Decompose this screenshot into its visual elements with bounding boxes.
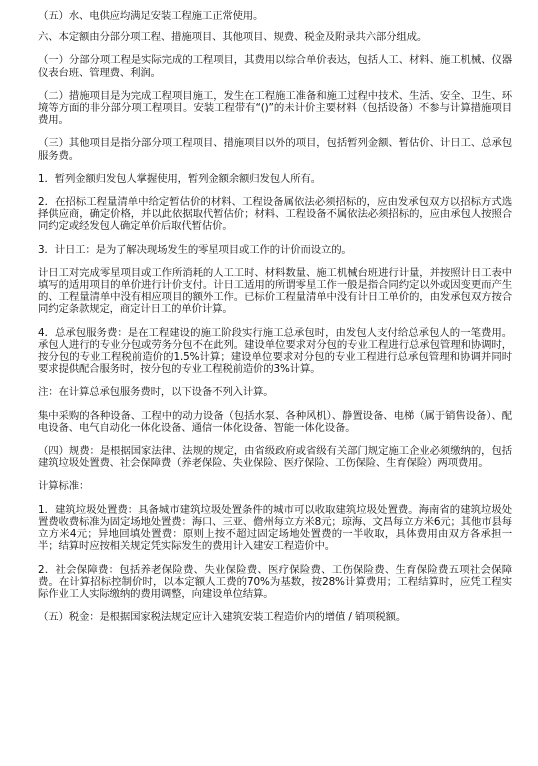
paragraph-calc-standard: 计算标准：	[38, 480, 90, 493]
paragraph-excluded-equipment: 集中采购的各种设备、工程中的动力设备（包括水泵、各种风机）、静置设备、电梯（属于销售设备）、配电设备、电气自动化一体化设备、通信一体化设备、智能一体化设备。	[38, 409, 512, 434]
paragraph-daywork-detail: 计日工对完成零星项目或工作所消耗的人工工时、材料数量、施工机械台班进行计量，并按照计日工表中填写的适用项目的单价进行计价支付。计日工适用的所谓零星工作一般是指合同约定以外或因变更而产生的、工程量清单中没有相应项目的额外工作。已标价工程量清单中没有计日工单价的，由发承包双方按合同约定条款规定，商定计日工的单价计算。	[38, 266, 512, 316]
paragraph-tax: （五）税金：是根据国家税法规定应计入建筑安装工程造价内的增值 / 销项税额。	[38, 611, 407, 624]
paragraph-other-items: （三）其他项目是指分部分项工程项目、措施项目以外的项目，包括暂列金额、暂估价、计日工、总承包服务费。	[38, 137, 512, 162]
paragraph-provisional-estimate: 2．在招标工程量清单中给定暂估价的材料、工程设备属依法必须招标的，应由发承包双方以招标方式选择供应商，确定价格，并以此依据取代暂估价；材料、工程设备不属依法必须招标的，应由承包人按照合同约定或经发包人确定单价后取代暂估价。	[38, 196, 512, 233]
paragraph-six-parts: 六、本定额由分部分项工程、措施项目、其他项目、规费、税金及附录共六部分组成。	[38, 31, 428, 44]
paragraph-water-electricity: （五）水、电供应均满足安装工程施工正常使用。	[38, 10, 264, 22]
paragraph-social-security-fee: 2．社会保障费：包括养老保险费、失业保险费、医疗保险费、工伤保险费、生育保险费五项社会保障费。在计算招标控制价时，以本定额人工费的70%为基数，按28%计算费用；工程结算时，应凭工程实际作业工人实际缴纳的费用调整，向建设单位结算。	[38, 563, 512, 600]
paragraph-waste-disposal-fee: 1．建筑垃圾处置费：具备城市建筑垃圾处置条件的城市可以收取建筑垃圾处置费。海南省的建筑垃圾处置费收费标准为固定场地处置费：海口、三亚、儋州每立方米8元；琼海、文昌每立方米6元；其他市县每立方米4元；异地回填处置费：原则上按不超过固定场地处置费的一半收取，具体费用由双方各承担一半；结算时应按相关规定凭实际发生的费用计入建安工程造价中。	[38, 503, 512, 553]
paragraph-regulatory-fees: （四）规费：是根据国家法律、法规的规定，由省级政府或省级有关部门规定施工企业必须缴纳的，包括建筑垃圾处置费、社会保障费（养老保险、失业保险、医疗保险、工伤保险、生育保险）两项费用。	[38, 445, 512, 470]
paragraph-general-contract-fee: 4．总承包服务费：是在工程建设的施工阶段实行施工总承包时，由发包人支付给总承包人的一笔费用。承包人进行的专业分包或劳务分包不在此列。建设单位要求对分包的专业工程进行总承包管理和协调时，按分包的专业工程税前造价的1.5%计算；建设单位要求对分包的专业工程进行总承包管理和协调并同时要求提供配合服务时，按分包的专业工程税前造价的3%计算。	[38, 326, 512, 376]
paragraph-measures: （二）措施项目是为完成工程项目施工，发生在工程施工准备和施工过程中技术、生活、安全、卫生、环境等方面的非分部分项工程项目。安装工程带有“()”的未计价主要材料（包括设备）不参与计算措施项目费用。	[38, 89, 512, 127]
paragraph-note: 注：在计算总承包服务费时，以下设备不列入计算。	[38, 386, 274, 399]
paragraph-daywork-definition: 3．计日工：是为了解决现场发生的零星项目或工作的计价而设立的。	[38, 243, 352, 256]
paragraph-sub-items: （一）分部分项工程是实际完成的工程项目，其费用以综合单价表达，包括人工、材料、施工机械、仪器仪表台班、管理费、利润。	[38, 54, 512, 79]
paragraph-provisional-sum: 1．暂列金额归发包人掌握使用，暂列金额余额归发包人所有。	[38, 172, 321, 185]
